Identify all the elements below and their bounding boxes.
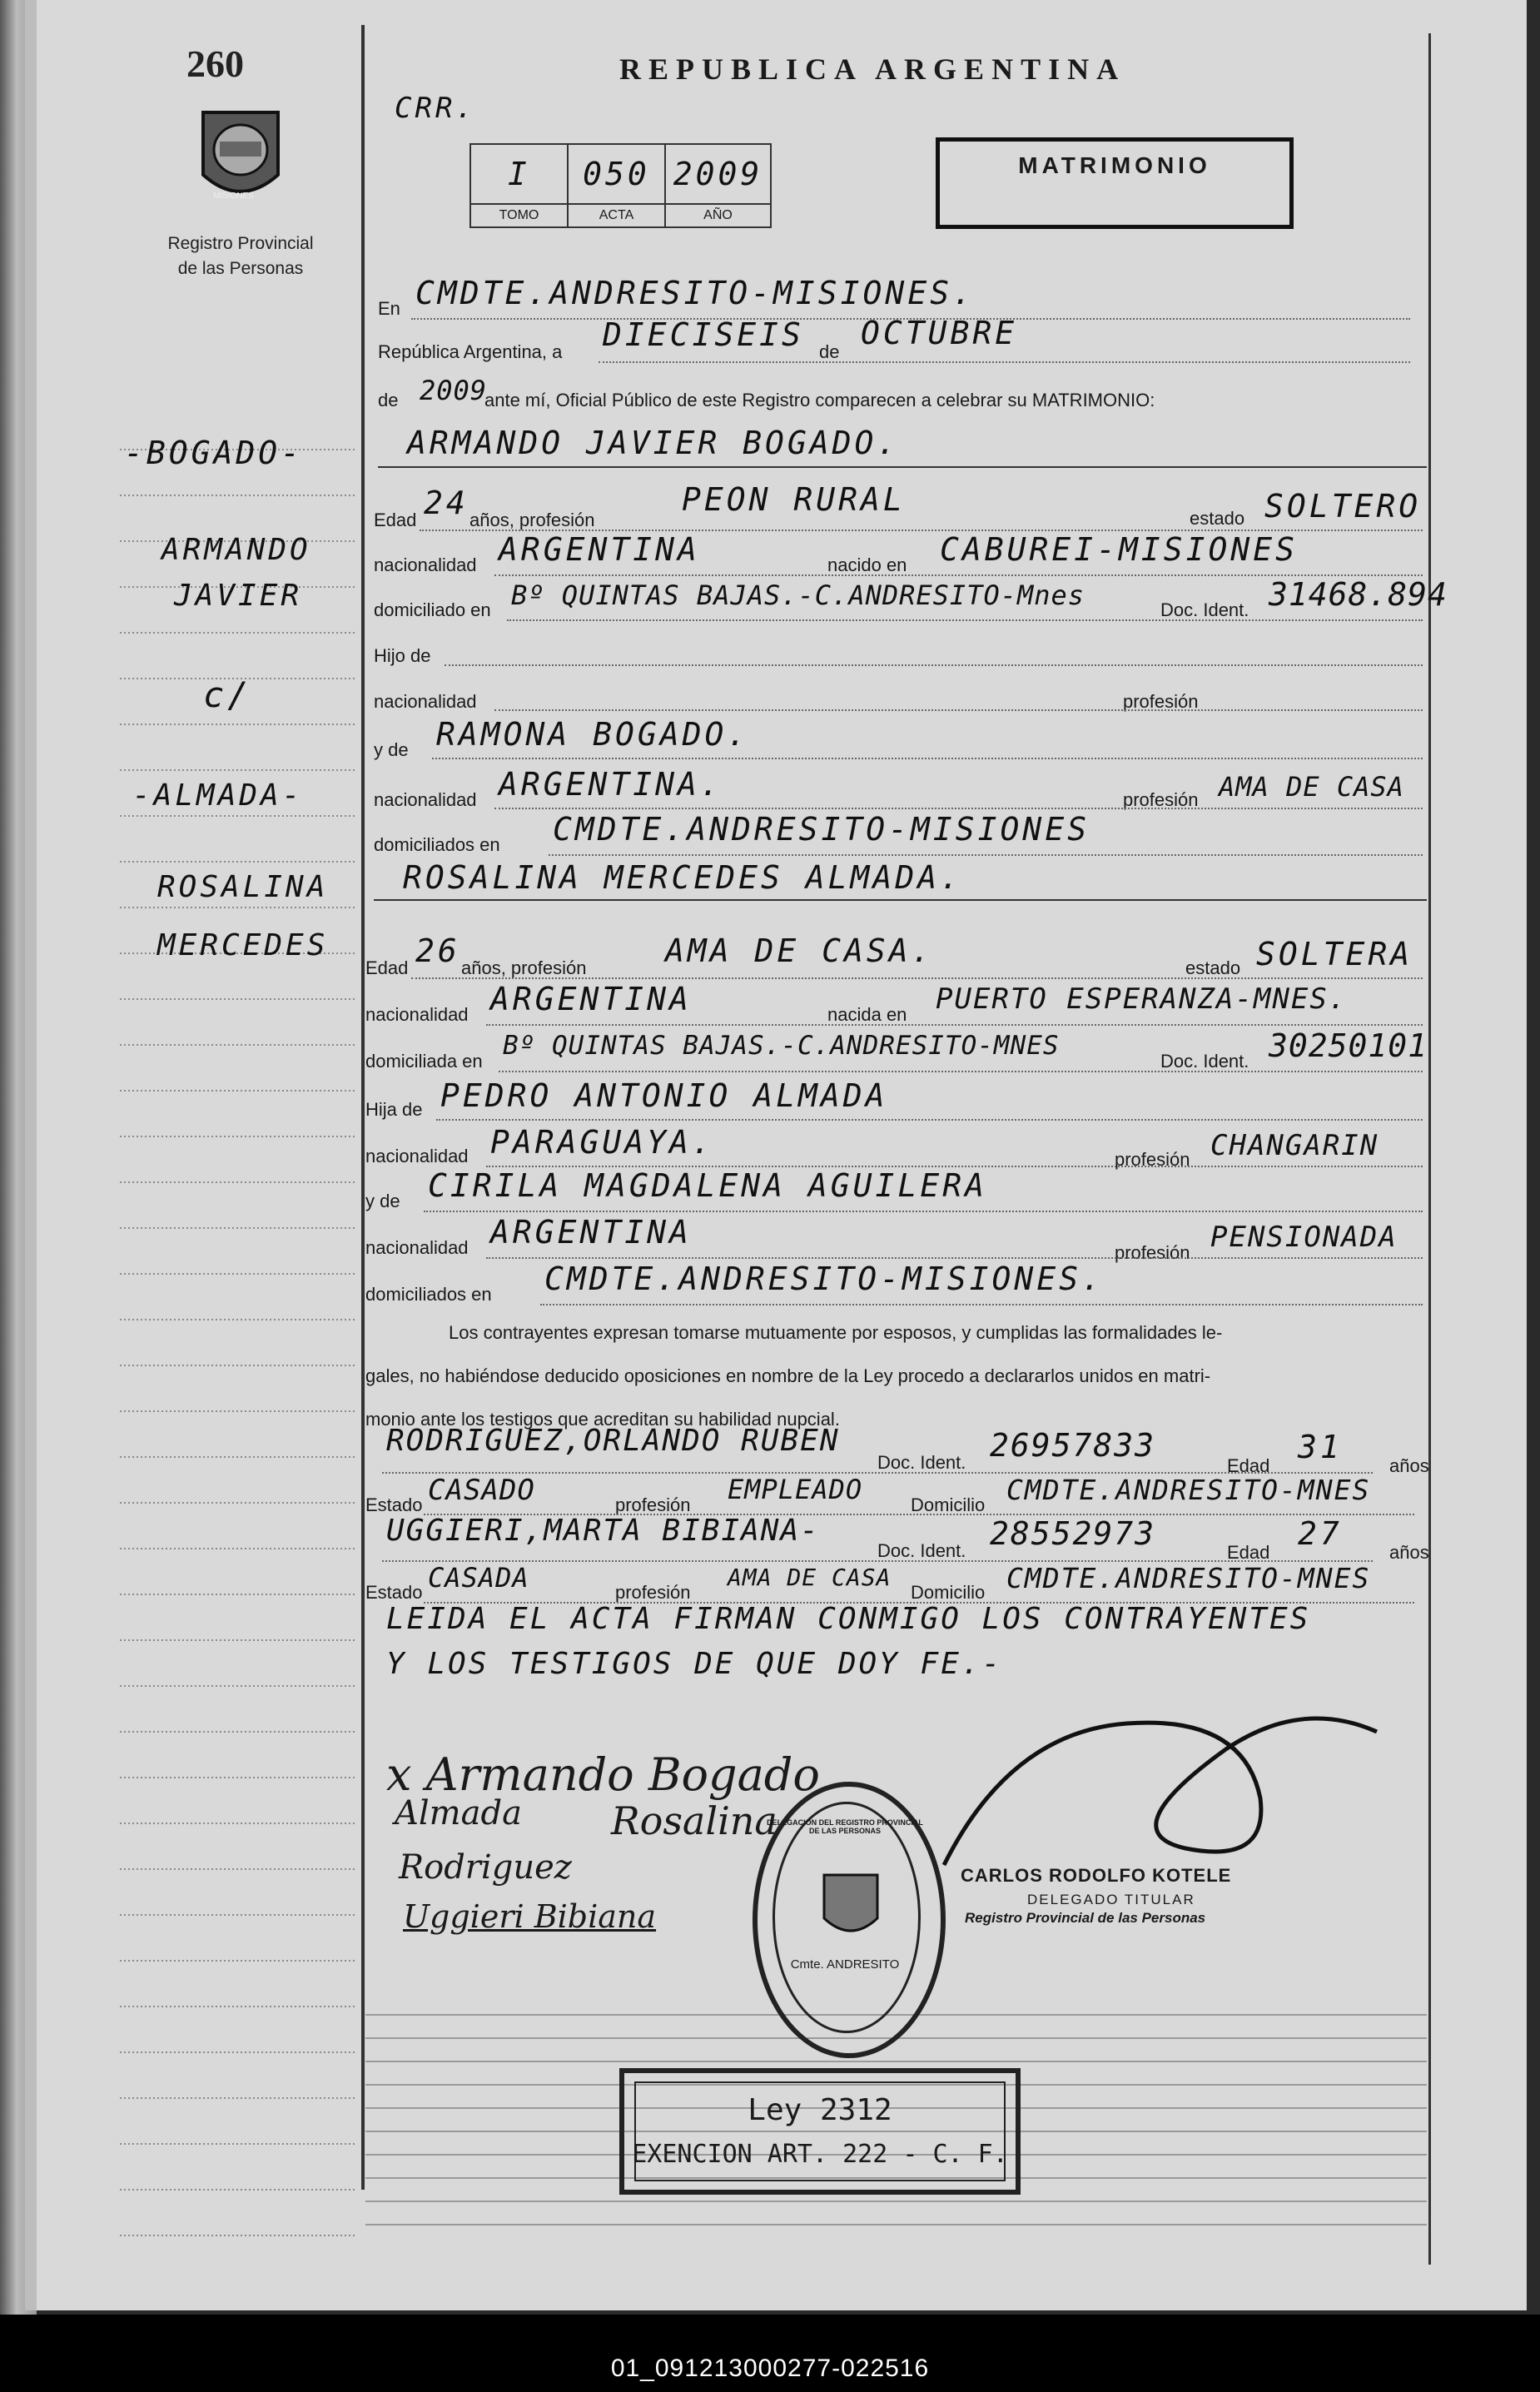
record-type: MATRIMONIO bbox=[1018, 152, 1211, 178]
label: domiciliados en bbox=[365, 1284, 492, 1305]
label: y de bbox=[374, 739, 409, 760]
groom-name: ARMANDO JAVIER BOGADO. bbox=[407, 425, 900, 461]
official-name: CARLOS RODOLFO KOTELE bbox=[961, 1865, 1232, 1886]
groom-nationality: ARGENTINA bbox=[499, 531, 700, 568]
bride-father-profession: CHANGARIN bbox=[1210, 1129, 1379, 1162]
label: Hijo de bbox=[374, 645, 431, 666]
witness-1-age: 31 bbox=[1298, 1429, 1343, 1465]
groom-parents-address: CMDTE.ANDRESITO-MISIONES bbox=[553, 811, 1090, 848]
groom-mother: RAMONA BOGADO. bbox=[436, 716, 750, 753]
witness-2-name: UGGIERI,MARTA BIBIANA- bbox=[386, 1514, 820, 1548]
groom-section bbox=[374, 475, 1448, 941]
day-value: DIECISEIS bbox=[603, 316, 804, 353]
witness-1-address: CMDTE.ANDRESITO-MNES bbox=[1006, 1474, 1371, 1506]
groom-age: 24 bbox=[424, 485, 469, 521]
signature: Almada bbox=[395, 1794, 522, 1833]
bride-profession: AMA DE CASA. bbox=[665, 932, 934, 969]
scan-id: 01_091213000277-022516 bbox=[610, 2355, 930, 2382]
label: Doc. Ident. bbox=[877, 1452, 966, 1473]
witness-2-address: CMDTE.ANDRESITO-MNES bbox=[1006, 1562, 1371, 1594]
margin-note: ROSALINA bbox=[157, 870, 329, 904]
margin-line bbox=[361, 25, 365, 2190]
year-value: 2009 bbox=[420, 375, 488, 406]
round-stamp bbox=[753, 1782, 946, 2058]
label: Domicilio bbox=[911, 1494, 986, 1515]
label: Edad bbox=[1227, 1455, 1270, 1476]
groom-mother-profession: AMA DE CASA bbox=[1219, 771, 1404, 803]
witness-2-age: 27 bbox=[1298, 1515, 1343, 1552]
label: nacionalidad bbox=[374, 789, 477, 810]
witness-2-doc: 28552973 bbox=[990, 1515, 1156, 1552]
acta-label: ACTA bbox=[568, 204, 665, 227]
label: profesión bbox=[615, 1494, 691, 1515]
ano-value: 2009 bbox=[665, 144, 771, 204]
label: años bbox=[1389, 1542, 1429, 1563]
signature: Rodriguez bbox=[399, 1848, 572, 1887]
label: años, profesión bbox=[461, 957, 587, 978]
bride-name: ROSALINA MERCEDES ALMADA. bbox=[403, 859, 962, 896]
witness-2-profession: AMA DE CASA bbox=[728, 1564, 892, 1591]
witness-2-status: CASADA bbox=[428, 1562, 529, 1594]
label: profesión bbox=[1123, 789, 1199, 810]
groom-address: Bº QUINTAS BAJAS.-C.ANDRESITO-Mnes bbox=[511, 579, 1085, 611]
label: Domicilio bbox=[911, 1582, 986, 1603]
bride-section bbox=[365, 924, 1431, 1307]
tomo-value: I bbox=[470, 144, 568, 204]
label: profesión bbox=[1115, 1149, 1190, 1170]
acta-box bbox=[469, 143, 772, 228]
margin-note: JAVIER bbox=[174, 579, 303, 613]
label: años bbox=[1389, 1455, 1429, 1476]
label: nacionalidad bbox=[374, 691, 477, 712]
closing-text bbox=[386, 1597, 1310, 1687]
label: nacida en bbox=[827, 1004, 907, 1025]
bride-address: Bº QUINTAS BAJAS.-C.ANDRESITO-MNES bbox=[503, 1031, 1060, 1061]
groom-profession: PEON RURAL bbox=[682, 481, 906, 518]
groom-signature: x Armando Bogado bbox=[386, 1748, 820, 1801]
witness-1-doc: 26957833 bbox=[990, 1427, 1156, 1464]
place-value: CMDTE.ANDRESITO-MISIONES. bbox=[415, 275, 975, 311]
law-stamp bbox=[619, 2068, 1021, 2195]
ano-label: AÑO bbox=[665, 204, 771, 227]
witnesses-section bbox=[365, 1424, 1439, 1624]
label: años, profesión bbox=[469, 510, 595, 530]
bride-mother-nationality: ARGENTINA bbox=[490, 1214, 692, 1251]
label: Estado bbox=[365, 1494, 423, 1515]
round-stamp-place: Cmte. ANDRESITO bbox=[790, 1957, 900, 1972]
label: nacionalidad bbox=[365, 1237, 469, 1258]
label: Edad bbox=[365, 957, 409, 978]
witness-1-status: CASADO bbox=[428, 1474, 535, 1507]
registry-line: de las Personas bbox=[177, 259, 304, 278]
label: nacionalidad bbox=[365, 1146, 469, 1166]
label: nacido en bbox=[827, 554, 907, 575]
bride-age: 26 bbox=[415, 932, 460, 969]
bride-nationality: ARGENTINA bbox=[490, 981, 692, 1017]
label: estado bbox=[1190, 508, 1245, 529]
country-title: REPUBLICA ARGENTINA bbox=[619, 52, 1126, 86]
label: profesión bbox=[1123, 691, 1199, 712]
label: Doc. Ident. bbox=[877, 1540, 966, 1561]
groom-birthplace: CABUREI-MISIONES bbox=[940, 531, 1299, 568]
register-page bbox=[25, 0, 1527, 2310]
margin-note: c/ bbox=[203, 674, 252, 715]
official-title: DELEGADO TITULAR bbox=[1027, 1892, 1195, 1907]
label: Hija de bbox=[365, 1099, 423, 1120]
groom-doc: 31468.894 bbox=[1269, 576, 1448, 613]
handwritten-note: CRR. bbox=[395, 92, 476, 125]
registry-line: Registro Provincial bbox=[167, 234, 314, 253]
declaration-line: monio ante los testigos que acreditan su habilidad nupcial. bbox=[365, 1409, 840, 1430]
bride-signature: Rosalina bbox=[611, 1798, 777, 1843]
margin-note: MERCEDES bbox=[157, 928, 329, 962]
intro-text: ante mí, Oficial Público de este Registro comparecen a celebrar su MATRIMONIO: bbox=[484, 390, 1155, 410]
bride-mother: CIRILA MAGDALENA AGUILERA bbox=[428, 1167, 987, 1204]
groom-status: SOLTERO bbox=[1264, 488, 1422, 525]
record-type-box bbox=[936, 137, 1294, 229]
law-stamp-line2: EXENCION ART. 222 - C. F. bbox=[632, 2140, 1008, 2169]
label: profesión bbox=[1115, 1242, 1190, 1263]
acta-value: 050 bbox=[568, 144, 665, 204]
label: Doc. Ident. bbox=[1160, 599, 1249, 620]
bride-status: SOLTERA bbox=[1256, 936, 1413, 972]
declaration-line: Los contrayentes expresan tomarse mutuamente por esposos, y cumplidas las formalidades le- bbox=[449, 1322, 1223, 1343]
label: República Argentina, a bbox=[378, 341, 563, 362]
label: Edad bbox=[1227, 1542, 1270, 1563]
label: nacionalidad bbox=[374, 554, 477, 575]
month-value: OCTUBRE bbox=[861, 315, 1018, 351]
label: de bbox=[378, 390, 399, 410]
witness-1-profession: EMPLEADO bbox=[728, 1474, 863, 1505]
registry-name bbox=[161, 231, 320, 281]
margin-note: -ALMADA- bbox=[132, 778, 304, 813]
bride-mother-profession: PENSIONADA bbox=[1210, 1221, 1398, 1254]
law-stamp-line1: Ley 2312 bbox=[748, 2093, 892, 2127]
signature: Uggieri Bibiana bbox=[403, 1898, 657, 1935]
declaration bbox=[365, 1311, 1439, 1441]
bride-birthplace: PUERTO ESPERANZA-MNES. bbox=[936, 982, 1348, 1016]
label: Edad bbox=[374, 510, 417, 530]
label: de bbox=[819, 341, 840, 362]
label: domiciliado en bbox=[374, 599, 491, 620]
label: domiciliada en bbox=[365, 1051, 483, 1072]
groom-mother-nationality: ARGENTINA. bbox=[499, 766, 723, 803]
official-org: Registro Provincial de las Personas bbox=[965, 1910, 1206, 1926]
margin-note: -BOGADO- bbox=[124, 435, 304, 471]
bride-father-nationality: PARAGUAYA. bbox=[490, 1124, 714, 1161]
tomo-label: TOMO bbox=[470, 204, 568, 227]
margin-note: ARMANDO bbox=[161, 533, 311, 567]
declaration-line: gales, no habiéndose deducido oposiciones en nombre de la Ley procedo a declararlos unidos en matri- bbox=[365, 1365, 1211, 1386]
label: En bbox=[378, 298, 400, 319]
label: profesión bbox=[615, 1582, 691, 1603]
label: Doc. Ident. bbox=[1160, 1051, 1249, 1072]
label: estado bbox=[1185, 957, 1241, 978]
label: nacionalidad bbox=[365, 1004, 469, 1025]
page-number: 260 bbox=[186, 42, 244, 85]
bride-parents-address: CMDTE.ANDRESITO-MISIONES. bbox=[544, 1261, 1104, 1297]
label: Estado bbox=[365, 1582, 423, 1603]
bride-father: PEDRO ANTONIO ALMADA bbox=[440, 1077, 888, 1114]
label: domiciliados en bbox=[374, 834, 500, 855]
witness-1-name: RODRIGUEZ,ORLANDO RUBEN bbox=[386, 1424, 840, 1458]
round-stamp-text: DELEGACION DEL REGISTRO PROVINCIAL DE LAS PERSONAS bbox=[767, 1818, 923, 1835]
closing-line: LEIDA EL ACTA FIRMAN CONMIGO LOS CONTRAYENTES bbox=[386, 1602, 1311, 1636]
seal-text: MISIONES bbox=[213, 191, 254, 201]
closing-line: Y LOS TESTIGOS DE QUE DOY FE.- bbox=[386, 1647, 1003, 1681]
label: y de bbox=[365, 1191, 400, 1211]
bride-doc: 30250101 bbox=[1269, 1027, 1428, 1064]
stamp-seal-icon bbox=[817, 1870, 884, 1945]
